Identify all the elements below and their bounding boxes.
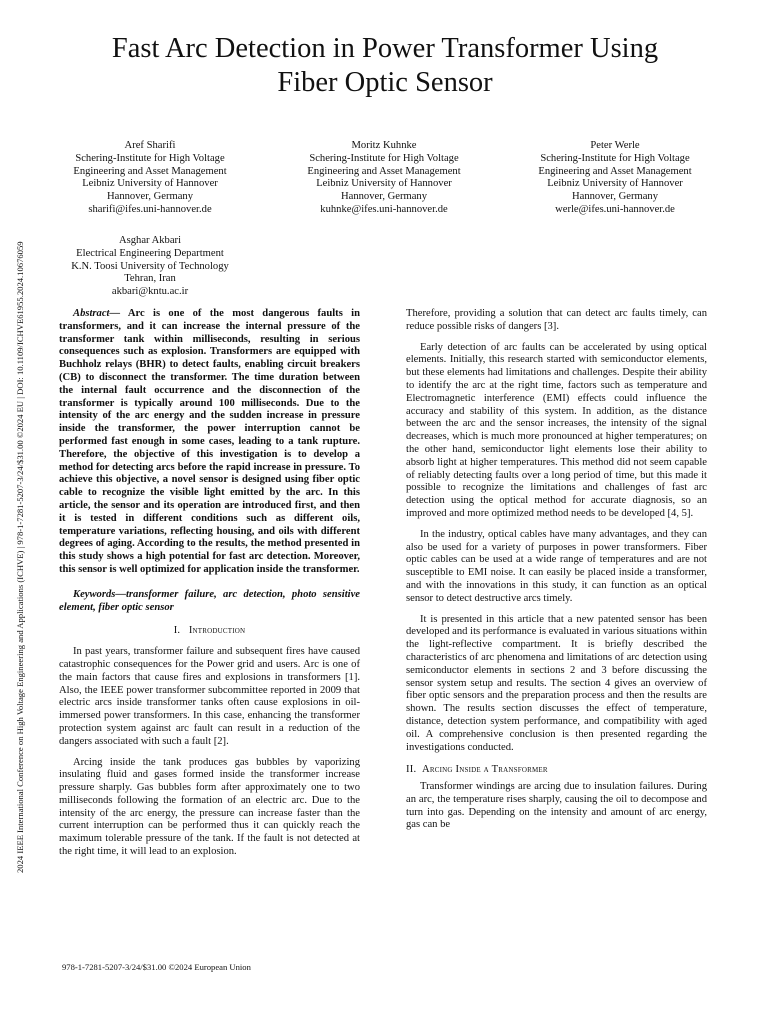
- paragraph: Transformer windings are arcing due to insulation failures. During an arc, the temperature rises sharply, causing the oil to decompose and turn into gas. Depending on the intensity and amount of arc energy, gas can be: [406, 781, 707, 831]
- paragraph: In the industry, optical cables have many advantages, and they can also be used for a variety of purposes in power transformers. Fiber optic cables can be used at a wide range of temperatures and are not susceptible to EMI noise. It can easily be placed inside a transformer, and with the innovations in this study, it can function as an optical sensor to detect destructive arcs timely.: [406, 528, 707, 604]
- author-affiliation: Engineering and Asset Management: [307, 165, 461, 177]
- abstract-text: Arc is one of the most dangerous faults in transformers, and it can increase the internal pressure of the transformer tank within milliseconds, resulting in serious consequences such as explosion. Transformers are equipped with Buchholz relays (BHR) to detect faults, enabling circuit breakers (CB) to disconnect the transformer. The time duration between the internal fault occurrence and the disconnection of the transformer is typically around 100 milliseconds. Due to the intensity of the arc energy and the sudden increase in pressure inside the transformer, the power interruption cannot be performed fast enough in some cases, leading to a tank rupture. Therefore, the objective of this investigation is to develop a method for detecting arcs before the rapid increase in pressure. To achieve this objective, a novel sensor is designed using fiber optic cable to recognize the visible light emitted by the arc. In this article, the sensor and its operation are introduced first, and then it is tested in different conditions such as different oils, temperature variations, reflecting housing, and oils with different degrees of aging. According to the results, the method presented in this study shows a high potential for fast arc detection. Moreover, this sensor is well optimized for application inside the transformer.: [59, 308, 360, 575]
- author-affiliation: Schering-Institute for High Voltage: [309, 152, 459, 164]
- author-location: Tehran, Iran: [124, 273, 176, 285]
- author-location: Hannover, Germany: [340, 191, 428, 203]
- paragraph: Early detection of arc faults can be accelerated by using optical elements. Initially, this research started with semiconductor elements, but these elements had limitations and challenges. Despite their ability to identify the arc at the right time, factors such as temperature and Electromagnetic interference (EMI) effects could influence the accuracy and stability of this system. In addition, as the distance between the arc and the sensor increases, the intensity of the signal decreases, which is much more pronounced at higher temperatures; on the other hand, semiconductor light elements lose their ability to absorb light at higher temperatures. This method did not seem capable of reliably detecting faults over a long period of time, but this made it possible to recognize the limitations and challenges of fast arc detection using the optical method for accurate diagnosis, so an improved and more optimized method needs to be developed [4, 5].: [406, 341, 707, 519]
- author-affiliation: Leibniz University of Hannover: [82, 178, 218, 190]
- side-note: [14, 155, 28, 873]
- author-affiliation: Engineering and Asset Management: [73, 165, 227, 177]
- section-number: II.: [406, 764, 417, 776]
- author-affiliation: Leibniz University of Hannover: [316, 178, 452, 190]
- paragraph: Arcing inside the tank produces gas bubbles by vaporizing insulating fluid and gases formed inside the transformer increase pressure sharply. Gas bubbles form after approximately one to two milliseconds following the formation of an electric arc. Due to the intensity of the arc energy, the pressure can increase faster than the current interruption can be performed thus it can quickly reach the maximum tolerable pressure of the tank. If the fault is not detected at the right time, it will lead to an explosion.: [59, 756, 360, 858]
- section-title: Introduction: [188, 625, 246, 637]
- author-block-3: [515, 140, 715, 217]
- author-affiliation: Schering-Institute for High Voltage: [540, 152, 690, 164]
- paper-title: [60, 32, 710, 100]
- author-affiliation: K.N. Toosi University of Technology: [71, 260, 229, 272]
- paragraph: It is presented in this article that a new patented sensor has been developed and its performance is evaluated in various situations within the light-reflective compartment. It is briefly described the characteristics of arc phenomena and limitations of arc detection using semiconductor elements in sections 2 and 3 before discussing the sensor system setup and results. The section 4 gives an overview of fiber optic sensors and the preparation process and then the results are shown. The results section discusses the effect of temperature, distance, detection system performance, and compatibility with aged oil. A comprehensive conclusion is then presented regarding the investigations conducted.: [406, 613, 707, 753]
- section-heading-arcing: [406, 764, 707, 777]
- author-location: Hannover, Germany: [106, 191, 194, 203]
- author-block-2: [284, 140, 484, 217]
- footer-copyright: 978-1-7281-5207-3/24/$31.00 ©2024 European Union: [62, 962, 251, 972]
- section-number: I.: [173, 625, 181, 637]
- author-affiliation: Engineering and Asset Management: [538, 165, 692, 177]
- author-email: werle@ifes.uni-hannover.de: [555, 203, 675, 215]
- keywords: [59, 589, 360, 615]
- left-column: [59, 308, 360, 859]
- abstract: [59, 308, 360, 577]
- author-email: sharifi@ifes.uni-hannover.de: [88, 203, 212, 215]
- author-location: Hannover, Germany: [571, 191, 659, 203]
- author-email: akbari@kntu.ac.ir: [111, 286, 189, 298]
- author-block-1: [50, 140, 250, 217]
- paper-title-line2: Fiber Optic Sensor: [277, 67, 493, 98]
- author-name: Asghar Akbari: [118, 235, 182, 246]
- paper-title-line1: Fast Arc Detection in Power Transformer Using: [111, 33, 659, 64]
- abstract-label: Abstract—: [73, 308, 121, 319]
- paragraph: In past years, transformer failure and subsequent fires have caused catastrophic consequences for the Power grid and users. Arc is one of the main factors that cause fires and explosions in transformers [1]. Also, the IEEE power transformer subcommittee reported in 2009 that electric arcs inside transformer tanks often cause explosions in oil-immersed power transformers. In this case, enhancing the transformer protection system against arc fault can result in a reduction of the dangers associated with such a fault [2].: [59, 646, 360, 747]
- author-affiliation: Leibniz University of Hannover: [547, 178, 683, 190]
- right-column: [406, 308, 707, 832]
- author-name: Aref Sharifi: [124, 140, 176, 151]
- side-note-text: 2024 IEEE International Conference on High Voltage Engineering and Applications (ICHVE) | 978-1-7281-5207-3/24/$31.00 ©2024 EU | DOI: 10.1109/ICHVE61955.2024.10676059: [15, 241, 25, 873]
- section-heading-introduction: [59, 625, 360, 638]
- author-email: kuhnke@ifes.uni-hannover.de: [320, 203, 448, 215]
- author-name: Peter Werle: [590, 140, 640, 151]
- keywords-label: Keywords—: [73, 588, 126, 600]
- author-affiliation: Electrical Engineering Department: [76, 247, 224, 259]
- author-affiliation: Schering-Institute for High Voltage: [75, 152, 225, 164]
- paragraph: Therefore, providing a solution that can detect arc faults timely, can reduce possible risks of dangers [3].: [406, 308, 707, 332]
- author-name: Moritz Kuhnke: [351, 140, 417, 151]
- keywords-text: transformer failure, arc detection, photo sensitive element, fiber optic sensor: [59, 588, 360, 613]
- section-title: Arcing Inside a Transformer: [422, 764, 548, 776]
- author-block-4: [50, 235, 250, 299]
